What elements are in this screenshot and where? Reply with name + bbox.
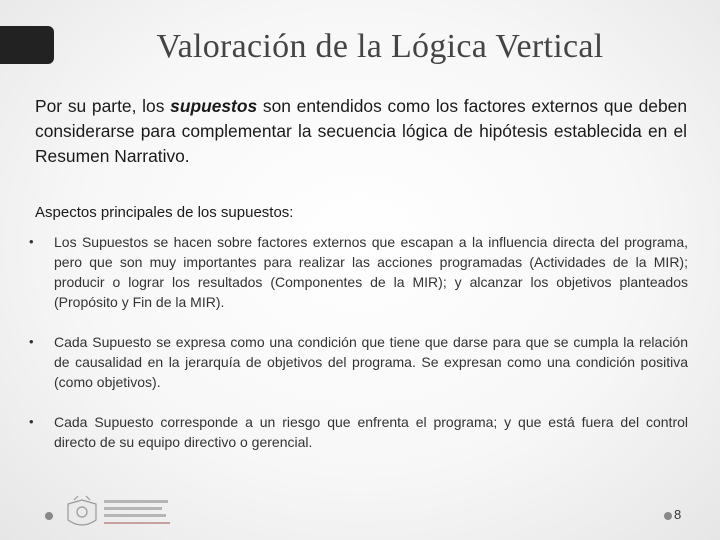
aspects-list [0, 232, 720, 472]
slide-title: Valoración de la Lógica Vertical [156, 28, 604, 65]
list-item-text: Cada Supuesto corresponde a un riesgo que enfrenta el programa; y que está fuera del control directo de su equipo directivo o gerencial. [54, 414, 688, 450]
bullet-icon: • [29, 334, 34, 349]
list-item [0, 332, 720, 392]
aspects-heading: Aspectos principales de los supuestos: [35, 204, 294, 221]
intro-before: Por su parte, los [35, 96, 171, 116]
list-item-text: Cada Supuesto se expresa como una condición que tiene que darse para que se cumpla la relación de causalidad en la jerarquía de objetivos del programa. Se expresan como una condición positiva (como objetivos). [54, 334, 688, 390]
government-seal-logo [64, 494, 176, 532]
bullet-icon: • [29, 234, 34, 249]
intro-paragraph [35, 94, 687, 169]
list-item [0, 232, 720, 312]
bullet-icon: • [29, 414, 34, 429]
intro-emphasis: supuestos [170, 96, 258, 116]
footer-dot-right [664, 512, 672, 520]
list-item [0, 412, 720, 452]
list-item-text: Los Supuestos se hacen sobre factores externos que escapan a la influencia directa del programa, pero que son muy importantes para realizar las acciones programadas (Actividades de la MIR); producir o lograr los resultados (Componentes de la MIR); y alcanzar los objetivos planteados (Propósito y Fin de la MIR). [54, 234, 688, 310]
footer-dot-left [45, 512, 53, 520]
intro-after: son entendidos como los factores externos que deben considerarse para complementar la secuencia lógica de hipótesis establecida en el Resumen Narrativo. [35, 96, 687, 166]
page-number: 8 [674, 507, 682, 522]
